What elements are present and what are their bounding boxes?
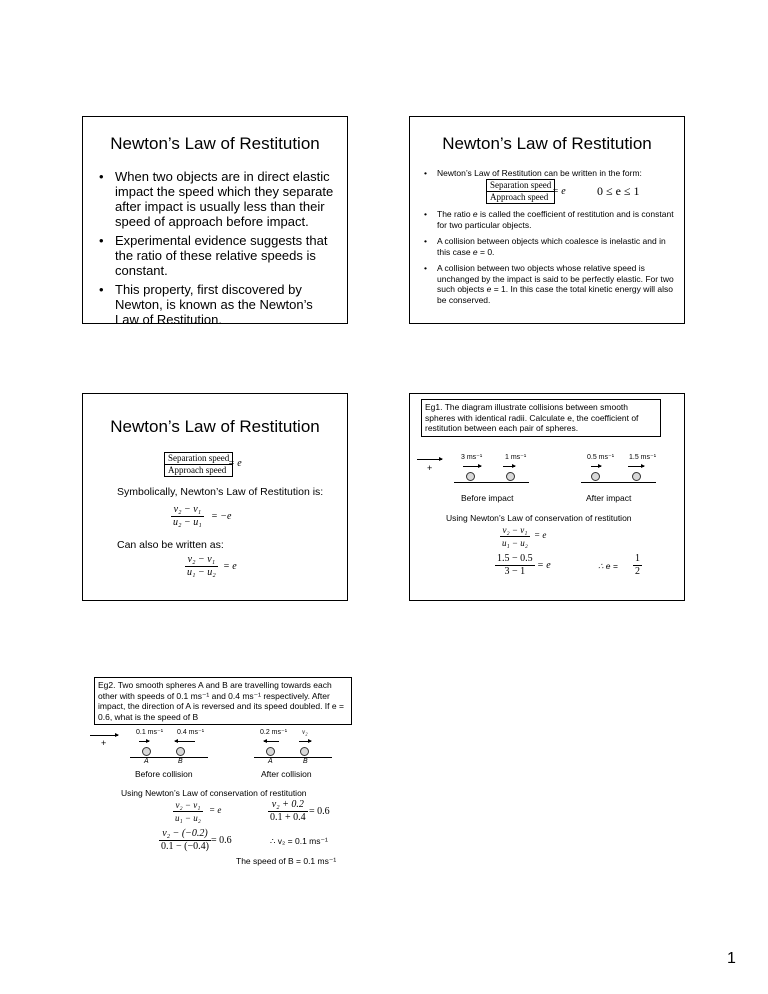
speed-label: 0.5 ms⁻¹ [587, 454, 615, 461]
restitution-formula: $\frac{\text{v₂ − v₁}}{\text{u₂ − u₁}}$ [173, 504, 202, 528]
bullet-item: • The ratio e is called the coefficient of restitution and is constant for two particular objects. [424, 209, 676, 230]
after-label: After collision [261, 769, 312, 779]
formula-rhs: = e [209, 805, 222, 815]
sphere [591, 472, 600, 481]
slide-title: Newton’s Law of Restitution [442, 134, 652, 153]
formula-rhs: = 0.6 [211, 835, 232, 846]
fraction-numerator: Separation speed [165, 453, 232, 465]
slide-title: Newton’s Law of Restitution [110, 417, 320, 436]
equals-e: = e [552, 186, 566, 197]
formula-rhs: = e [537, 560, 551, 571]
sphere [632, 472, 641, 481]
slide-3 [82, 393, 348, 601]
ground-line [581, 482, 656, 483]
formula: $\frac{\text{v₂ − v₁}}{\text{u₁ − u₂}}$ [175, 800, 201, 823]
ball-label: A [144, 758, 149, 765]
symbolic-text: Symbolically, Newton’s Law of Restitution is: [117, 486, 324, 498]
sphere-b [176, 747, 185, 756]
ground-line [254, 757, 332, 758]
formula: $\frac{\text{v₂ − v₁}}{\text{u₁ − u₂}}$ [502, 525, 528, 548]
ball-label: B [303, 758, 308, 765]
formula-rhs: = −e [211, 511, 232, 522]
plus-sign: + [101, 738, 107, 748]
speed-label: 0.4 ms⁻¹ [177, 729, 205, 736]
formula-rhs: = 0.6 [309, 806, 330, 817]
slide-4 [409, 393, 685, 601]
question-box: Eg2. Two smooth spheres A and B are travelling towards each other with speeds of 0.1 ms⁻¹ and 0.4 ms⁻¹ respectively. After impact, the direction of A is reversed and its speed doubled. If e = 0.6, what is the speed of B [94, 677, 352, 725]
positive-direction-arrow [417, 459, 442, 460]
bullet-item: • When two objects are in direct elastic impact the speed which they separate after impact is usually less than their speed of approach before impact. [99, 169, 339, 229]
velocity-arrow [175, 741, 195, 742]
bullet-item: • Newton’s Law of Restitution can be written in the form: [424, 168, 676, 179]
restitution-formula-alt: $\frac{\text{v₂ − v₁}}{\text{u₁ − u₂}}$ [187, 554, 216, 578]
ground-line [130, 757, 208, 758]
speed-label: v₂ [302, 728, 308, 736]
slide-5 [82, 668, 360, 876]
positive-direction-arrow [90, 735, 118, 736]
using-text: Using Newton’s Law of conservation of restitution [446, 513, 632, 523]
velocity-arrow [591, 466, 601, 467]
before-label: Before collision [135, 769, 193, 779]
plus-sign: + [427, 463, 433, 473]
page-number: 1 [727, 950, 736, 967]
ratio-fraction [486, 179, 555, 204]
slide-1 [82, 116, 348, 327]
before-label: Before impact [461, 493, 514, 503]
velocity-arrow [264, 741, 279, 742]
answer-fraction: $\frac{1}{2}$ [635, 553, 640, 577]
therefore-v2: ∴ v₂ = 0.1 ms⁻¹ [270, 836, 328, 846]
sphere [466, 472, 475, 481]
also-text: Can also be written as: [117, 539, 224, 551]
fraction-denominator: Approach speed [490, 192, 549, 202]
fraction-numerator: Separation speed [487, 180, 554, 192]
formula-rhs: = e [534, 530, 547, 540]
substituted-formula: $\frac{\text{v₂ + 0.2}}{0.1 + 0.4}$ [270, 799, 306, 823]
sphere-a [266, 747, 275, 756]
speed-label: 0.2 ms⁻¹ [260, 729, 288, 736]
substituted-formula: $\frac{\text{v₂ − (−0.2)}}{0.1 - (-0.4)}$ [161, 828, 209, 852]
speed-label: 0.1 ms⁻¹ [136, 729, 164, 736]
velocity-arrow [503, 466, 515, 467]
answer-text: The speed of B = 0.1 ms⁻¹ [236, 856, 337, 866]
fraction-denominator: Approach speed [168, 465, 227, 475]
using-text: Using Newton’s Law of conservation of restitution [121, 788, 307, 798]
speed-label: 3 ms⁻¹ [461, 454, 483, 461]
ball-label: B [178, 758, 183, 765]
velocity-arrow [628, 466, 644, 467]
ratio-fraction [164, 452, 233, 477]
bullet-item: • A collision between objects which coalesce is inelastic and in this case e = 0. [424, 236, 676, 257]
slide-2 [409, 116, 685, 324]
substituted-formula: $\frac{1.5 - 0.5}{3 - 1}$ [497, 553, 533, 577]
bullet-item: • This property, first discovered by Newton, is known as the Newton’s Law of Restitution. [99, 282, 339, 327]
therefore-e: ∴ e = [598, 561, 618, 571]
sphere-b [300, 747, 309, 756]
formula-rhs: = e [223, 561, 237, 572]
sphere-a [142, 747, 151, 756]
ball-label: A [268, 758, 273, 765]
bullet-item: • A collision between two objects whose relative speed is unchanged by the impact is said to be perfectly elastic. For two such objects e = 1. In this case the total kinetic energy will also be conserved. [424, 263, 676, 305]
inequality: 0 ≤ e ≤ 1 [597, 184, 640, 198]
sphere [506, 472, 515, 481]
speed-label: 1 ms⁻¹ [505, 454, 527, 461]
speed-label: 1.5 ms⁻¹ [629, 454, 657, 461]
question-box: Eg1. The diagram illustrate collisions between smooth spheres with identical radii. Calculate e, the coefficient of restitution between each pair of spheres. [421, 399, 661, 437]
bullet-item: • Experimental evidence suggests that the ratio of these relative speeds is constant. [99, 233, 339, 278]
velocity-arrow [299, 741, 311, 742]
bullet-list [424, 209, 676, 311]
velocity-arrow [139, 741, 149, 742]
velocity-arrow [463, 466, 481, 467]
after-label: After impact [586, 493, 632, 503]
equals-e: = e [228, 458, 242, 469]
slide-title: Newton’s Law of Restitution [110, 134, 320, 153]
ground-line [454, 482, 529, 483]
bullet-list [99, 169, 339, 331]
